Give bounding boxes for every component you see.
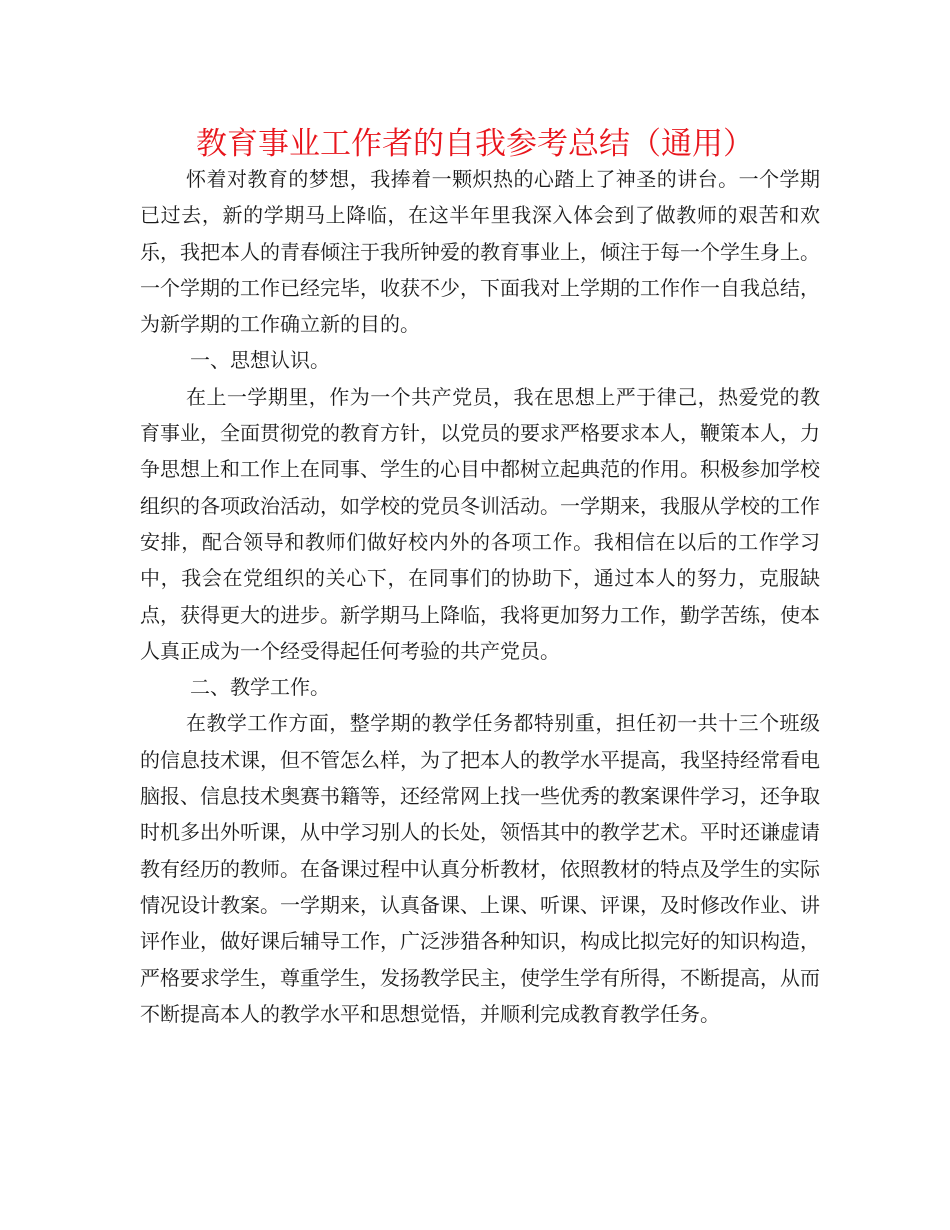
document-title: 教育事业工作者的自我参考总结（通用） [196, 126, 754, 162]
section-heading-teaching: 二、教学工作。 [190, 675, 330, 700]
section-heading-thought: 一、思想认识。 [190, 348, 330, 373]
intro-paragraph: 怀着对教育的梦想，我捧着一颗炽热的心踏上了神圣的讲台。一个学期已过去，新的学期马上降临，在这半年里我深入体会到了做教师的艰苦和欢乐，我把本人的青春倾注于我所钟爱的教育事业上，倾注于每一个学生身上。一个学期的工作已经完毕，收获不少，下面我对上学期的工作作一自我总结，为新学期的工作确立新的目的。 [140, 167, 820, 337]
document-body [140, 161, 820, 1032]
thought-paragraph: 在上一学期里，作为一个共产党员，我在思想上严于律己，热爱党的教育事业，全面贯彻党的教育方针，以党员的要求严格要求本人，鞭策本人，力争思想上和工作上在同事、学生的心目中都树立起典范的作用。积极参加学校组织的各项政治活动，如学校的党员冬训活动。一学期来，我服从学校的工作安排，配合领导和教师们做好校内外的各项工作。我相信在以后的工作学习中，我会在党组织的关心下，在同事们的协助下，通过本人的努力，克服缺点，获得更大的进步。新学期马上降临，我将更加努力工作，勤学苦练，使本人真正成为一个经受得起任何考验的共产党员。 [140, 384, 820, 663]
teaching-paragraph: 在教学工作方面，整学期的教学任务都特别重，担任初一共十三个班级的信息技术课，但不管怎么样，为了把本人的教学水平提高，我坚持经常看电脑报、信息技术奥赛书籍等，还经常网上找一些优秀的教案课件学习，还争取时机多出外听课，从中学习别人的长处，领悟其中的教学艺术。平时还谦虚请教有经历的教师。在备课过程中认真分析教材，依照教材的特点及学生的实际情况设计教案。一学期来，认真备课、上课、听课、评课，及时修改作业、讲评作业，做好课后辅导工作，广泛涉猎各种知识，构成比拟完好的知识构造，严格要求学生，尊重学生，发扬教学民主，使学生学有所得，不断提高，从而不断提高本人的教学水平和思想觉悟，并顺利完成教育教学任务。 [140, 711, 820, 1026]
